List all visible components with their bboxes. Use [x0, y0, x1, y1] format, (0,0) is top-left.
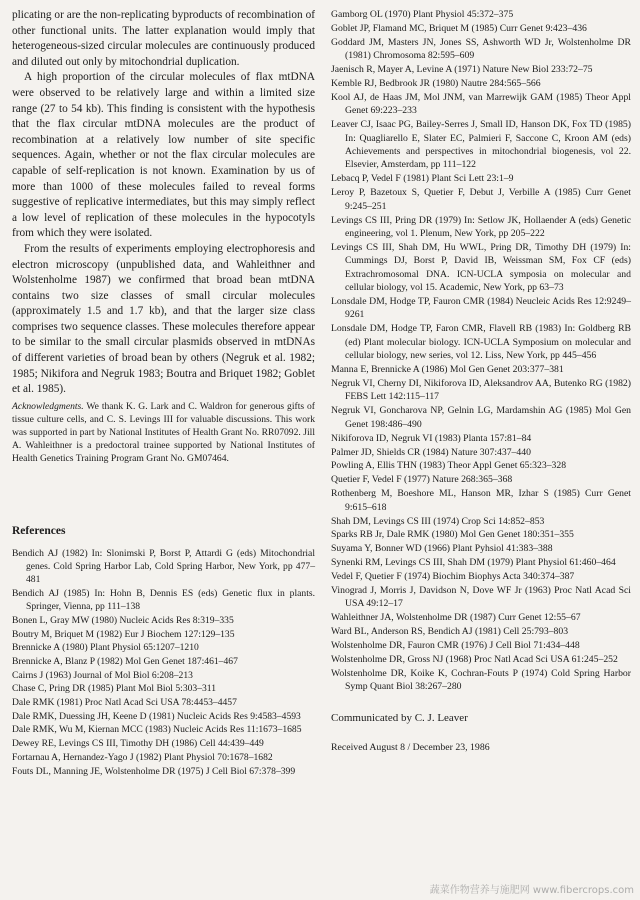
- reference-entry: Powling A, Ellis THN (1983) Theor Appl Genet 65:323–328: [331, 460, 567, 472]
- reference-entry: Wolstenholme DR, Gross NJ (1968) Proc Natl Acad Sci USA 61:245–252: [331, 654, 618, 666]
- body-paragraph: A high proportion of the circular molecules of flax mtDNA were observed to be relatively large and within a limited size range (27 to 54 kb). This finding is consistent with the hypothesis that the flax circular mtDNA molecules are the product of recombination at a relatively low number of site specific sequences. Again, whether or not the flax circular molecules are capable of self-replication is not known. Examination by us of more than 1000 of these molecules failed to reveal forms suggestive of replicative intermediates, but this may simply reflect a low level of replication of these molecules in the hypocotyls from which they were isolated.: [12, 71, 315, 240]
- reference-entry: Vinograd J, Morris J, Davidson N, Dove WF Jr (1963) Proc Natl Acad Sci USA 49:12–17: [331, 585, 631, 610]
- reference-entry: Sparks RB Jr, Dale RMK (1980) Mol Gen Genet 180:351–355: [331, 529, 574, 541]
- reference-entry: Rothenberg M, Boeshore ML, Hanson MR, Izhar S (1985) Curr Genet 9:615–618: [331, 488, 631, 513]
- reference-entry: Goblet JP, Flamand MC, Briquet M (1985) Curr Genet 9:423–436: [331, 22, 587, 34]
- reference-entry: Gamborg OL (1970) Plant Physiol 45:372–375: [331, 9, 514, 20]
- reference-entry: Levings CS III, Shah DM, Hu WWL, Pring DR, Timothy DH (1979) In: Cummings DJ, Borst P, David IB, Weissman SM, Fox CF (eds) Extrachromosomal DNA. ICN-UCLA symposia on molecular and cellular biology, vol 15. Academic, New York, pp 63–73: [331, 241, 631, 294]
- reference-entry: Dale RMK (1981) Proc Natl Acad Sci USA 78:4453–4457: [12, 697, 237, 709]
- body-text: [12, 8, 315, 398]
- reference-entry: Goddard JM, Masters JN, Jones SS, Ashworth WD Jr, Wolstenholme DR (1981) Chromosoma 82:595–609: [331, 36, 631, 62]
- acknowledgments-label: Acknowledgments.: [12, 400, 84, 412]
- reference-entry: Cairns J (1963) Journal of Mol Biol 6:208–213: [12, 669, 193, 681]
- reference-entry: Levings CS III, Pring DR (1979) In: Setlow JK, Hollaender A (eds) Genetic engineering, vol 1. Plenum, New York, pp 205–222: [331, 214, 631, 239]
- reference-entry: Vedel F, Quetier F (1974) Biochim Biophys Acta 340:374–387: [331, 571, 575, 583]
- received-date: Received August 8 / December 23, 1986: [331, 741, 490, 753]
- reference-entry: Fortarnau A, Hernandez-Yago J (1982) Plant Physiol 70:1678–1682: [12, 751, 273, 763]
- reference-entry: Wolstenholme DR, Fauron CMR (1976) J Cell Biol 71:434–448: [331, 640, 580, 652]
- reference-entry: Kool AJ, de Haas JM, Mol JNM, van Marrewijk GAM (1985) Theor Appl Genet 69:223–233: [331, 91, 631, 117]
- reference-entry: Quetier F, Vedel F (1977) Nature 268:365–368: [331, 474, 513, 486]
- reference-entry: Suyama Y, Bonner WD (1966) Plant Pyhsiol 41:383–388: [331, 543, 553, 555]
- reference-entry: Bendich AJ (1982) In: Slonimski P, Borst P, Attardi G (eds) Mitochondrial genes. Cold Spring Harbor Lab, Cold Spring Harbor, New York, pp 477–481: [12, 547, 315, 586]
- acknowledgments-text: We thank K. G. Lark and C. Waldron for generous gifts of tissue culture cells, and C. S. Levings III for valuable discussions. This work was supported in part by National Institutes of Health Grant No. RR07092. Jill A. Wahleithner is a predoctoral trainee supported by National Institutes of Health Genetics Training Program Grant No. GM07464.: [12, 400, 315, 464]
- reference-list-right: [331, 8, 631, 694]
- reference-entry: Dale RMK, Duessing JH, Keene D (1981) Nucleic Acids Res 9:4583–4593: [12, 710, 301, 722]
- body-paragraph: plicating or are the non-replicating byproducts of recombination of other functional units. The latter explanation would imply that heterogeneous-sized circular molecules are continuously produced and diluted out only by mitochondrial duplication.: [12, 9, 315, 68]
- reference-entry: Bendich AJ (1985) In: Hohn B, Dennis ES (eds) Genetic flux in plants. Springer, Vienna, pp 111–138: [12, 587, 315, 613]
- reference-entry: Lebacq P, Vedel F (1981) Plant Sci Lett 23:1–9: [331, 173, 514, 185]
- reference-entry: Negruk VI, Cherny DI, Nikiforova ID, Aleksandrov AA, Butenko RG (1982) FEBS Lett 142:115–117: [331, 377, 631, 403]
- reference-entry: Jaenisch R, Mayer A, Levine A (1971) Nature New Biol 233:72–75: [331, 64, 593, 76]
- reference-entry: Brennicke A, Blanz P (1982) Mol Gen Genet 187:461–467: [12, 655, 238, 667]
- body-paragraph: From the results of experiments employing electrophoresis and electron microscopy (unpublished data, and Wahleithner and Wolstenholme 1987) we confirmed that broad bean mtDNA contains two size classes of small circular molecules (approximately 1.5 and 1.7 kb), and that the larger size class comprises two sequence classes. These molecules therefore appear to be similar to the small circular plasmids observed in mtDNAs of different varieties of broad bean by others (Negruk et al. 1982; 1985; Nikifora and Negruk 1983; Boutra and Briquet 1982; Goblet et al. 1985).: [12, 242, 315, 396]
- reference-entry: Leroy P, Bazetoux S, Quetier F, Debut J, Verbille A (1985) Curr Genet 9:245–251: [331, 187, 631, 212]
- reference-entry: Fouts DL, Manning JE, Wolstenholme DR (1975) J Cell Biol 67:378–399: [12, 765, 296, 777]
- reference-entry: Bonen L, Gray MW (1980) Nucleic Acids Res 8:319–335: [12, 614, 234, 626]
- reference-entry: Wolstenholme DR, Koike K, Cochran-Fouts P (1974) Cold Spring Harbor Symp Quant Biol 38:267–280: [331, 668, 631, 693]
- reference-entry: Lonsdale DM, Hodge TP, Fauron CMR (1984) Neucleic Acids Res 12:9249–9261: [331, 296, 631, 321]
- reference-entry: Lonsdale DM, Hodge TP, Faron CMR, Flavell RB (1983) In: Goldberg RB (ed) Plant molecular biology. ICN-UCLA Symposium on molecular and cellular biology, new series, vol 12. Liss, New York, pp 445–456: [331, 323, 631, 362]
- reference-list-left: [12, 547, 315, 778]
- reference-entry: Leaver CJ, Isaac PG, Bailey-Serres J, Small ID, Hanson DK, Fox TD (1985) In: Quagliarello E, Slater EC, Palmieri F, Saccone C, Kroon AM (eds) Achievements and perspectives in mitochondrial biogenesis, vol 22. Elsevier, Amsterdam, pp 111–122: [331, 119, 631, 171]
- reference-entry: Chase C, Pring DR (1985) Plant Mol Biol 5:303–311: [12, 683, 217, 695]
- references-heading: References: [12, 524, 66, 537]
- reference-entry: Dale RMK, Wu M, Kiernan MCC (1983) Nucleic Acids Res 11:1673–1685: [12, 724, 302, 736]
- acknowledgments: [12, 400, 315, 465]
- reference-entry: Synenki RM, Levings CS III, Shah DM (1979) Plant Physiol 61:460–464: [331, 557, 616, 569]
- reference-entry: Negruk VI, Goncharova NP, Gelnin LG, Mardamshin AG (1985) Mol Gen Genet 198:486–490: [331, 405, 631, 430]
- reference-entry: Nikiforova ID, Negruk VI (1983) Planta 157:81–84: [331, 432, 532, 444]
- reference-entry: Palmer JD, Shields CR (1984) Nature 307:437–440: [331, 446, 531, 458]
- right-column: [331, 8, 631, 753]
- communicated-by: Communicated by C. J. Leaver: [331, 711, 468, 724]
- reference-entry: Brennicke A (1980) Plant Physiol 65:1207–1210: [12, 642, 199, 654]
- reference-entry: Kemble RJ, Bedbrook JR (1980) Nautre 284:565–566: [331, 78, 541, 90]
- reference-entry: Manna E, Brennicke A (1986) Mol Gen Genet 203:377–381: [331, 364, 564, 376]
- reference-entry: Boutry M, Briquet M (1982) Eur J Biochem 127:129–135: [12, 628, 235, 640]
- left-column: [12, 8, 315, 778]
- reference-entry: Dewey RE, Levings CS III, Timothy DH (1986) Cell 44:439–449: [12, 738, 264, 750]
- watermark: 蔬菜作物营养与施肥网 www.fibercrops.com: [429, 885, 634, 896]
- reference-entry: Ward BL, Anderson RS, Bendich AJ (1981) Cell 25:793–803: [331, 626, 569, 638]
- reference-entry: Shah DM, Levings CS III (1974) Crop Sci 14:852–853: [331, 515, 545, 527]
- reference-entry: Wahleithner JA, Wolstenholme DR (1987) Curr Genet 12:55–67: [331, 612, 581, 624]
